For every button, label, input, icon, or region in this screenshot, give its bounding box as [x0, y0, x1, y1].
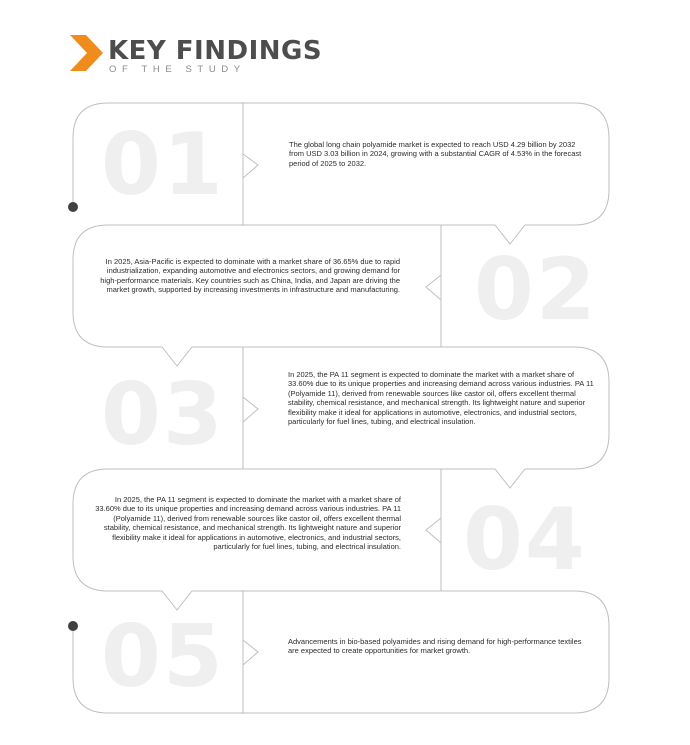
timeline-start-dot	[68, 202, 78, 212]
finding-02-number: 02	[474, 240, 598, 340]
finding-04-text: In 2025, the PA 11 segment is expected to dominate the market with a market share of 33.60% due to its unique properties and increasing demand across various industries. PA 11 (Polyamide 11), derived from renewable sources like castor oil, offers excellent thermal stability, chemical resistance, and mechanical strength. Its lightweight nature and superior flexibility make it ideal for applications in automotive, electronics, and industrial sectors, particularly for fuel lines, tubing, and electrical insulation.	[95, 495, 401, 552]
finding-05-number: 05	[101, 607, 225, 707]
finding-05-text: Advancements in bio-based polyamides and rising demand for high-performance textiles are expected to create opportunities for market growth.	[288, 637, 582, 656]
finding-03-text: In 2025, the PA 11 segment is expected to dominate the market with a market share of 33.60% due to its unique properties and increasing demand across various industries. PA 11 (Polyamide 11), derived from renewable sources like castor oil, offers excellent thermal stability, chemical resistance, and mechanical strength. Its lightweight nature and superior flexibility make it ideal for applications in automotive, electronics, and industrial sectors, particularly for fuel lines, tubing, and electrical insulation.	[288, 370, 594, 427]
finding-03-number: 03	[101, 365, 225, 465]
timeline-end-dot	[68, 621, 78, 631]
finding-01-text: The global long chain polyamide market is expected to reach USD 4.29 billion by 2032 from USD 3.03 billion in 2024, growing with a substantial CAGR of 4.53% in the forecast period of 2025 to 2032.	[289, 140, 582, 168]
page-subtitle: OF THE STUDY	[109, 64, 246, 75]
page-title: KEY FINDINGS	[108, 36, 323, 66]
finding-01-number: 01	[101, 115, 225, 215]
finding-04-number: 04	[463, 490, 587, 590]
card-05-divider-arrow	[243, 640, 258, 665]
logo-chevron-icon	[70, 35, 103, 71]
card-02-divider-arrow	[426, 275, 441, 300]
card-01-divider-arrow	[243, 154, 258, 178]
card-04-divider-arrow	[426, 518, 441, 543]
card-01-right-frame	[243, 103, 609, 244]
card-03-divider-arrow	[243, 397, 258, 422]
card-02-frame	[73, 225, 441, 366]
finding-02-text: In 2025, Asia-Pacific is expected to dominate with a market share of 36.65% due to rapid industrialization, expanding automotive and electronics sectors, and growing demand for high-performance materials. Key countries such as China, India, and Japan are driving the market growth, supported by increasing investments in infrastructure and manufacturing.	[100, 257, 400, 295]
